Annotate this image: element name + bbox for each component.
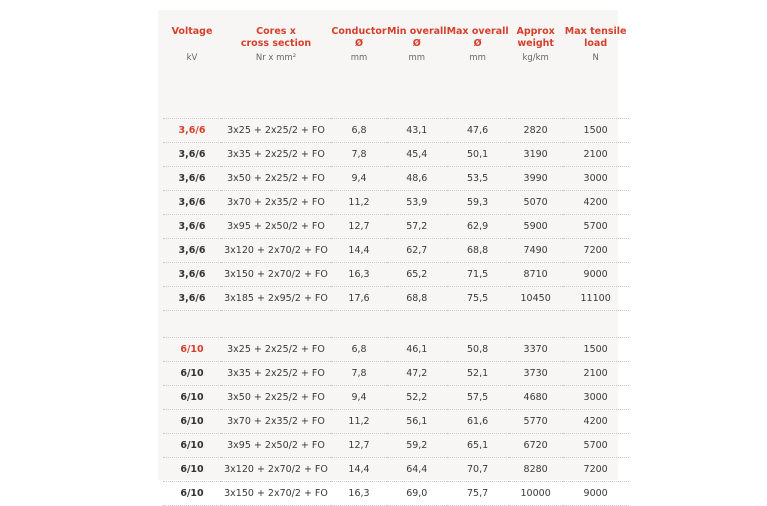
unit-cell: mm (408, 53, 426, 63)
min-overall-cell: 62,7 (387, 239, 447, 263)
unit-cell: kV (186, 53, 198, 63)
max-overall-cell: 62,9 (447, 215, 509, 239)
max-overall-cell: 75,5 (447, 287, 509, 311)
conductor-cell: 7,8 (331, 143, 387, 167)
voltage-cell: 6/10 (163, 386, 221, 410)
tensile-cell: 3000 (563, 386, 629, 410)
max-overall-cell: 71,5 (447, 263, 509, 287)
weight-cell: 3370 (509, 338, 563, 362)
min-overall-cell: 68,8 (387, 287, 447, 311)
weight-cell: 5770 (509, 410, 563, 434)
min-overall-cell: 59,2 (387, 434, 447, 458)
max-overall-cell: 68,8 (447, 239, 509, 263)
table-row (163, 191, 629, 215)
table-row (163, 362, 629, 386)
max-overall-cell: 59,3 (447, 191, 509, 215)
table-row (163, 458, 629, 482)
conductor-cell: 12,7 (331, 434, 387, 458)
min-overall-cell: 65,2 (387, 263, 447, 287)
min-overall-cell: 64,4 (387, 458, 447, 482)
max-overall-cell: 65,1 (447, 434, 509, 458)
table-row (163, 143, 629, 167)
voltage-cell: 3,6/6 (163, 287, 221, 311)
weight-cell: 4680 (509, 386, 563, 410)
cores-cell: 3x120 + 2x70/2 + FO (221, 239, 331, 263)
table-row (163, 482, 629, 506)
table-row (163, 215, 629, 239)
min-overall-cell: 46,1 (387, 338, 447, 362)
header-tensile: Max tensile load (564, 26, 627, 49)
header-conductor: Conductor Ø (331, 26, 387, 49)
voltage-cell: 6/10 (163, 410, 221, 434)
cores-cell: 3x95 + 2x50/2 + FO (221, 215, 331, 239)
max-overall-cell: 52,1 (447, 362, 509, 386)
table-row (163, 167, 629, 191)
voltage-cell: 6/10 (163, 482, 221, 506)
table-row (163, 434, 629, 458)
tensile-cell: 4200 (563, 191, 629, 215)
min-overall-cell: 53,9 (387, 191, 447, 215)
conductor-cell: 9,4 (331, 386, 387, 410)
min-overall-cell: 43,1 (387, 119, 447, 143)
weight-cell: 5070 (509, 191, 563, 215)
conductor-cell: 16,3 (331, 263, 387, 287)
tensile-cell: 9000 (563, 263, 629, 287)
cores-cell: 3x70 + 2x35/2 + FO (221, 191, 331, 215)
tensile-cell: 4200 (563, 410, 629, 434)
voltage-cell: 3,6/6 (163, 239, 221, 263)
spacer-row (163, 75, 629, 119)
conductor-cell: 6,8 (331, 338, 387, 362)
voltage-cell: 3,6/6 (163, 167, 221, 191)
min-overall-cell: 48,6 (387, 167, 447, 191)
min-overall-cell: 57,2 (387, 215, 447, 239)
max-overall-cell: 50,1 (447, 143, 509, 167)
max-overall-cell: 75,7 (447, 482, 509, 506)
voltage-cell: 3,6/6 (163, 119, 221, 143)
weight-cell: 10450 (509, 287, 563, 311)
conductor-cell: 14,4 (331, 458, 387, 482)
weight-cell: 7490 (509, 239, 563, 263)
tensile-cell: 7200 (563, 458, 629, 482)
max-overall-cell: 61,6 (447, 410, 509, 434)
cores-cell: 3x50 + 2x25/2 + FO (221, 167, 331, 191)
weight-cell: 6720 (509, 434, 563, 458)
weight-cell: 3190 (509, 143, 563, 167)
unit-cell: Nr x mm² (255, 53, 297, 63)
header-voltage: Voltage (171, 26, 213, 37)
tensile-cell: 2100 (563, 143, 629, 167)
voltage-cell: 6/10 (163, 458, 221, 482)
header-max-overall: Max overall Ø (446, 26, 509, 49)
conductor-cell: 7,8 (331, 362, 387, 386)
tensile-cell: 2100 (563, 362, 629, 386)
voltage-cell: 6/10 (163, 434, 221, 458)
voltage-group-6-10 (163, 338, 629, 506)
voltage-cell: 3,6/6 (163, 191, 221, 215)
header-weight: Approx weight (516, 26, 555, 49)
table-row (163, 263, 629, 287)
unit-cell: kg/km (522, 53, 549, 63)
header-cores: Cores x cross section (240, 26, 312, 49)
cores-cell: 3x50 + 2x25/2 + FO (221, 386, 331, 410)
header-row (163, 26, 629, 52)
table-row (163, 287, 629, 311)
min-overall-cell: 47,2 (387, 362, 447, 386)
cores-cell: 3x35 + 2x25/2 + FO (221, 143, 331, 167)
conductor-cell: 9,4 (331, 167, 387, 191)
max-overall-cell: 57,5 (447, 386, 509, 410)
min-overall-cell: 45,4 (387, 143, 447, 167)
cores-cell: 3x25 + 2x25/2 + FO (221, 338, 331, 362)
conductor-cell: 11,2 (331, 410, 387, 434)
conductor-cell: 6,8 (331, 119, 387, 143)
tensile-cell: 1500 (563, 119, 629, 143)
max-overall-cell: 50,8 (447, 338, 509, 362)
unit-cell: N (592, 53, 599, 63)
conductor-cell: 14,4 (331, 239, 387, 263)
tensile-cell: 5700 (563, 434, 629, 458)
unit-cell: mm (469, 53, 486, 63)
weight-cell: 10000 (509, 482, 563, 506)
max-overall-cell: 53,5 (447, 167, 509, 191)
table-row (163, 338, 629, 362)
header-min-overall: Min overall Ø (387, 26, 447, 49)
conductor-cell: 17,6 (331, 287, 387, 311)
weight-cell: 8710 (509, 263, 563, 287)
cable-spec-table (163, 26, 629, 506)
weight-cell: 8280 (509, 458, 563, 482)
conductor-cell: 12,7 (331, 215, 387, 239)
table-row (163, 410, 629, 434)
units-row (163, 52, 629, 75)
max-overall-cell: 70,7 (447, 458, 509, 482)
table-row (163, 119, 629, 143)
conductor-cell: 11,2 (331, 191, 387, 215)
min-overall-cell: 56,1 (387, 410, 447, 434)
cores-cell: 3x185 + 2x95/2 + FO (221, 287, 331, 311)
spacer-row (163, 311, 629, 338)
table-row (163, 239, 629, 263)
conductor-cell: 16,3 (331, 482, 387, 506)
cores-cell: 3x120 + 2x70/2 + FO (221, 458, 331, 482)
max-overall-cell: 47,6 (447, 119, 509, 143)
tensile-cell: 11100 (563, 287, 629, 311)
voltage-cell: 6/10 (163, 338, 221, 362)
table-row (163, 386, 629, 410)
voltage-cell: 3,6/6 (163, 215, 221, 239)
tensile-cell: 9000 (563, 482, 629, 506)
weight-cell: 5900 (509, 215, 563, 239)
weight-cell: 3990 (509, 167, 563, 191)
weight-cell: 3730 (509, 362, 563, 386)
unit-cell: mm (350, 53, 368, 63)
cores-cell: 3x70 + 2x35/2 + FO (221, 410, 331, 434)
tensile-cell: 7200 (563, 239, 629, 263)
voltage-cell: 3,6/6 (163, 263, 221, 287)
voltage-group-3-6-6 (163, 119, 629, 311)
min-overall-cell: 69,0 (387, 482, 447, 506)
voltage-cell: 3,6/6 (163, 143, 221, 167)
voltage-cell: 6/10 (163, 362, 221, 386)
cores-cell: 3x150 + 2x70/2 + FO (221, 263, 331, 287)
cores-cell: 3x95 + 2x50/2 + FO (221, 434, 331, 458)
cores-cell: 3x25 + 2x25/2 + FO (221, 119, 331, 143)
cores-cell: 3x150 + 2x70/2 + FO (221, 482, 331, 506)
tensile-cell: 3000 (563, 167, 629, 191)
tensile-cell: 1500 (563, 338, 629, 362)
tensile-cell: 5700 (563, 215, 629, 239)
weight-cell: 2820 (509, 119, 563, 143)
cores-cell: 3x35 + 2x25/2 + FO (221, 362, 331, 386)
min-overall-cell: 52,2 (387, 386, 447, 410)
